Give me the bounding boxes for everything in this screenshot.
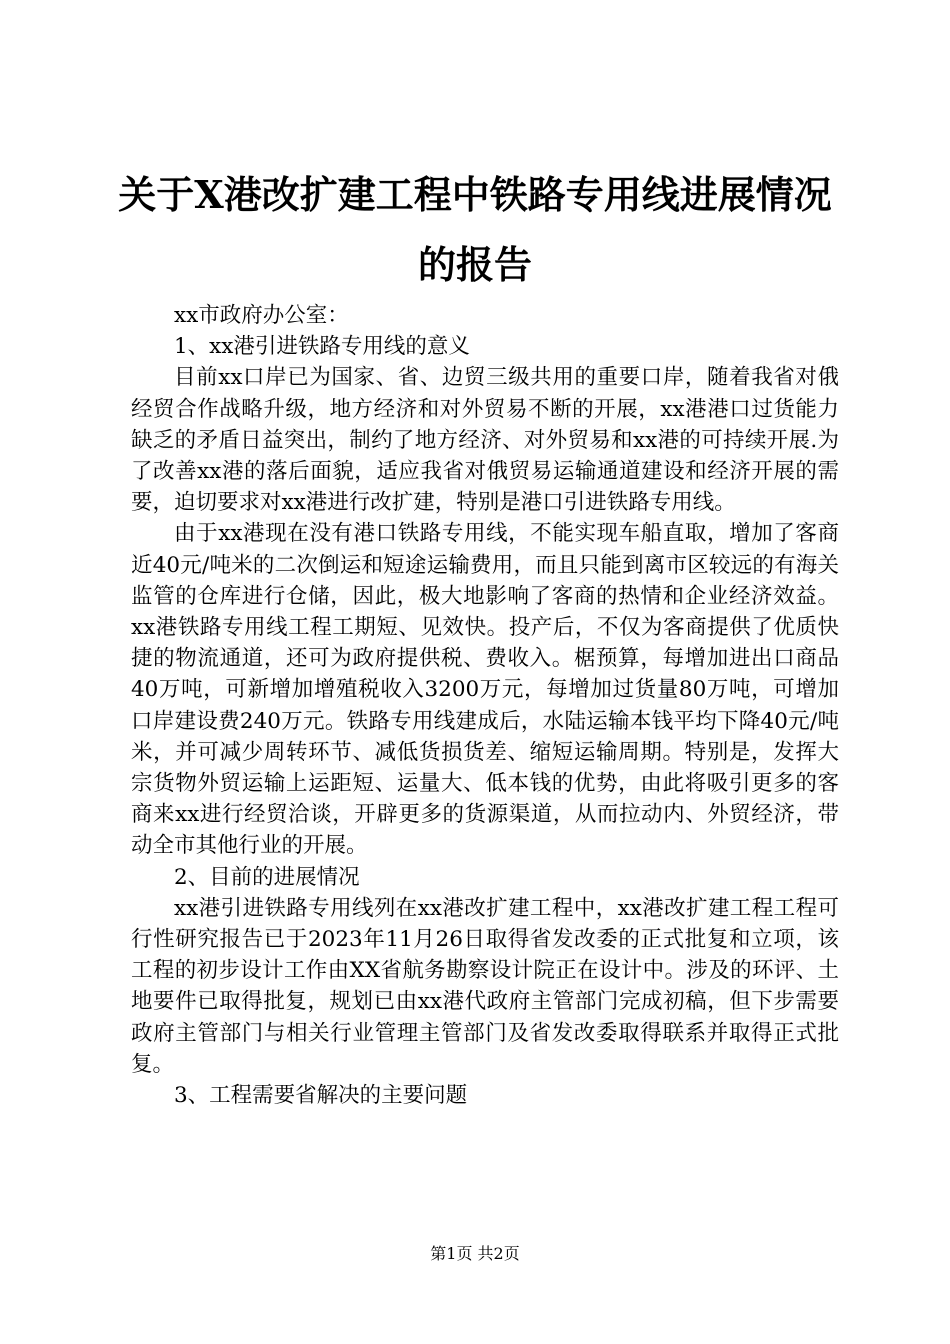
document-title: 关于X港改扩建工程中铁路专用线进展情况的报告 [118, 172, 832, 287]
salutation: xx市政府办公室： [174, 303, 349, 328]
section-heading-2: 2、目前的进展情况 [174, 864, 360, 890]
paragraph: 由于xx港现在没有港口铁路专用线，不能实现车船直取，增加了客商近40元/吨米的二次倒运和短途运输费用，而且只能到离市区较远的有海关监管的仓库进行仓储，因此，极大地影响了客商的热情和企业经济效益。xx港铁路专用线工程工期短、见效快。投产后，不仅为客商提供了优质快捷的物流通道，还可为政府提供税、费收入。椐预算，每增加进出口商品40万吨，可新增加增殖税收入3200万元，每增加过货量80万吨，可增加口岸建设费240万元。铁路专用线建成后，水陆运输本钱平均下降40元/吨米，并可减少周转环节、减低货损货差、缩短运输周期。特别是，发挥大宗货物外贸运输上运距短、运量大、低本钱的优势，由此将吸引更多的客商来xx进行经贸洽谈，开辟更多的货源渠道，从而拉动内、外贸经济，带动全市其他行业的开展。 [131, 521, 839, 859]
document-body [131, 300, 839, 1111]
section-heading-1: 1、xx港引进铁路专用线的意义 [174, 334, 470, 360]
paragraph: xx港引进铁路专用线列在xx港改扩建工程中，xx港改扩建工程工程可行性研究报告已于2023年11月26日取得省发改委的正式批复和立项，该工程的初步设计工作由XX省航务勘察设计院正在设计中。涉及的环评、土地要件已取得批复，规划已由xx港代政府主管部门完成初稿，但下步需要政府主管部门与相关行业管理主管部门及省发改委取得联系并取得正式批复。 [131, 895, 839, 1077]
section-heading-3: 3、工程需要省解决的主要问题 [174, 1083, 468, 1109]
paragraph: 目前xx口岸已为国家、省、边贸三级共用的重要口岸，随着我省对俄经贸合作战略升级，地方经济和对外贸易不断的开展，xx港港口过货能力缺乏的矛盾日益突出，制约了地方经济、对外贸易和xx港的可持续开展.为了改善xx港的落后面貌，适应我省对俄贸易运输通道建设和经济开展的需要，迫切要求对xx港进行改扩建，特别是港口引进铁路专用线。 [131, 365, 839, 516]
page-footer: 第1页 共2页 [430, 1244, 520, 1263]
